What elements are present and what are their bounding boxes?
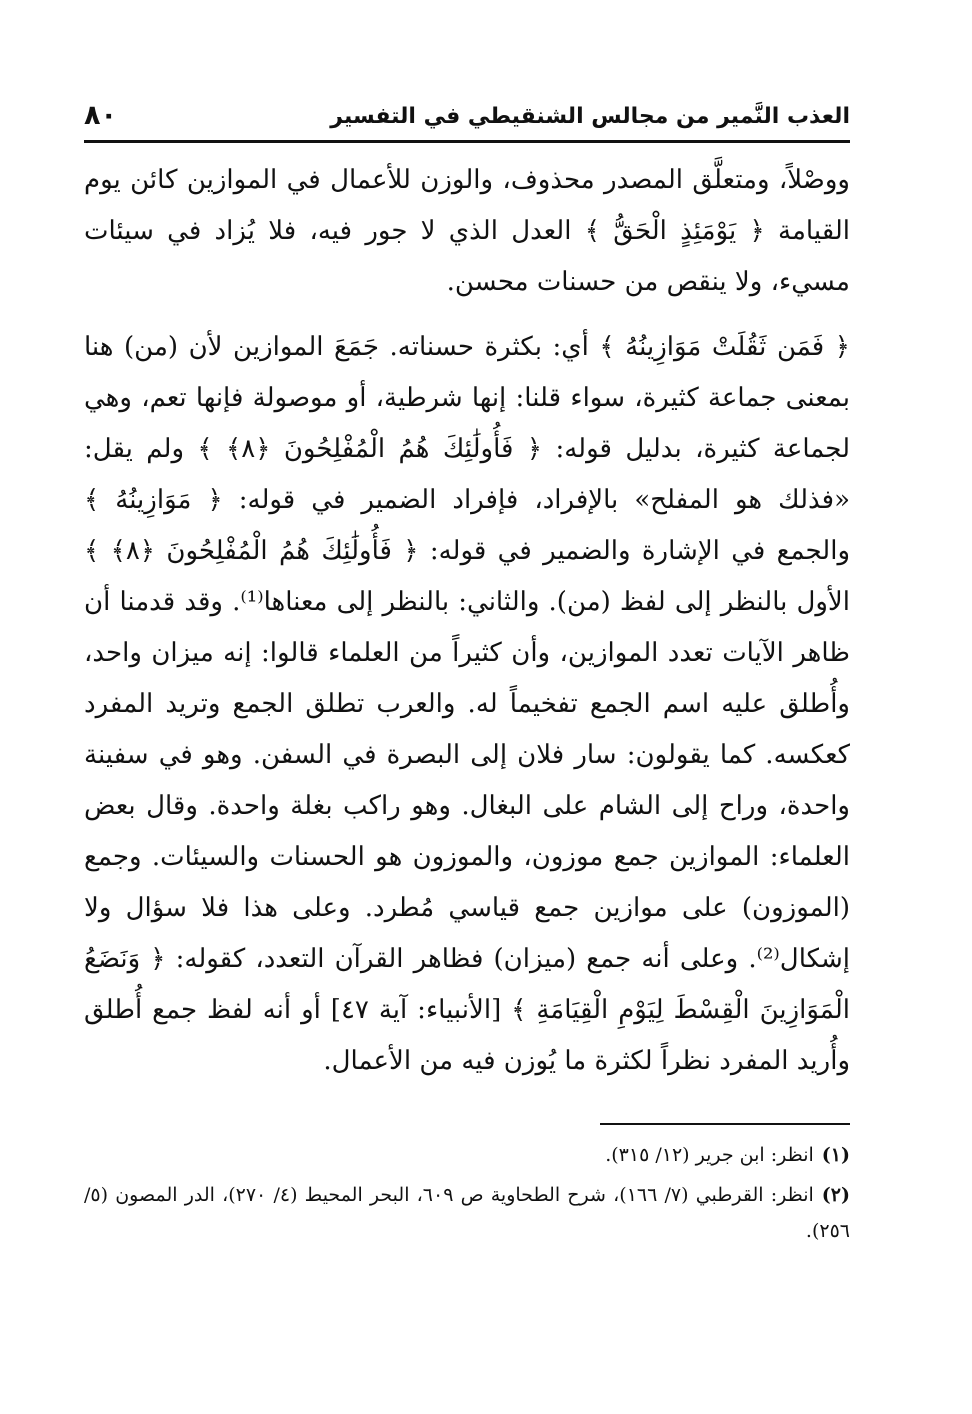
- footnote-2: [84, 1177, 850, 1249]
- footnote-number: (١): [821, 1144, 850, 1166]
- footnote-text: انظر: ابن جرير (١٢/ ٣١٥).: [605, 1144, 814, 1166]
- book-page: [84, 100, 850, 1253]
- page-number: ٨٠: [84, 100, 117, 131]
- running-title: العذب النَّمير من مجالس الشنقيطي في التفسير: [330, 104, 850, 129]
- footnote-divider: [600, 1123, 850, 1125]
- paragraph-2: ﴿ فَمَن ثَقُلَتْ مَوَازِينُهُ ﴾ أي: بكثرة حسناته. جَمَعَ الموازين لأن (من) هنا بمعنى جماعة كثيرة، سواء قلنا: إنها شرطية، أو موصولة فإنها تعم، وهي لجماعة كثيرة، بدليل قوله: ﴿ فَأُولَٰئِكَ هُمُ الْمُفْلِحُونَ ﴿٨﴾ ﴾ ولم يقل: «فذلك هو المفلح» بالإفراد، فإفراد الضمير في قوله: ﴿ مَوَازِينُهُ ﴾ والجمع في الإشارة والضمير في قوله: ﴿ فَأُولَٰئِكَ هُمُ الْمُفْلِحُونَ ﴿٨﴾ ﴾ الأول بالنظر إلى لفظ (من). والثاني: بالنظر إلى معناها⁽¹⁾. وقد قدمنا أن ظاهر الآيات تعدد الموازين، وأن كثيراً من العلماء قالوا: إنه ميزان واحد، وأُطلق عليه اسم الجمع تفخيماً له. والعرب تطلق الجمع وتريد المفرد كعكسه. كما يقولون: سار فلان إلى البصرة في السفن. وهو في سفينة واحدة، وراح إلى الشام على البغال. وهو راكب بغلة واحدة. وقال بعض العلماء: الموازين جمع موزون، والموزون هو الحسنات والسيئات. وجمع (الموزون) على موازين جمع قياسي مُطرد. وعلى هذا فلا سؤال ولا إشكال⁽²⁾. وعلى أنه جمع (ميزان) فظاهر القرآن التعدد، كقوله: ﴿ وَنَضَعُ الْمَوَازِينَ الْقِسْطَ لِيَوْمِ الْقِيَامَةِ ﴾ [الأنبياء: آية ٤٧] أو أنه لفظ جمع أُطلق وأُريد المفرد نظراً لكثرة ما يُوزن فيه من الأعمال.: [84, 332, 851, 1076]
- paragraph-1: ووصْلاً، ومتعلَّق المصدر محذوف، والوزن للأعمال في الموازين كائن يوم القيامة ﴿ يَوْمَئِذٍ الْحَقُّ ﴾ العدل الذي لا جور فيه، فلا يُزاد في سيئات مسيء، ولا ينقص من حسنات محسن.: [84, 165, 850, 297]
- page-header: [84, 100, 850, 143]
- footnote-text: انظر: القرطبي (٧/ ١٦٦)، شرح الطحاوية ص ٦٠٩، البحر المحيط (٤/ ٢٧٠)، الدر المصون (٥/ ٢٥٦).: [84, 1184, 850, 1242]
- footnote-number: (٢): [821, 1184, 851, 1206]
- footnotes: [84, 1137, 850, 1249]
- body-text: [84, 155, 850, 1087]
- footnote-1: [84, 1137, 850, 1173]
